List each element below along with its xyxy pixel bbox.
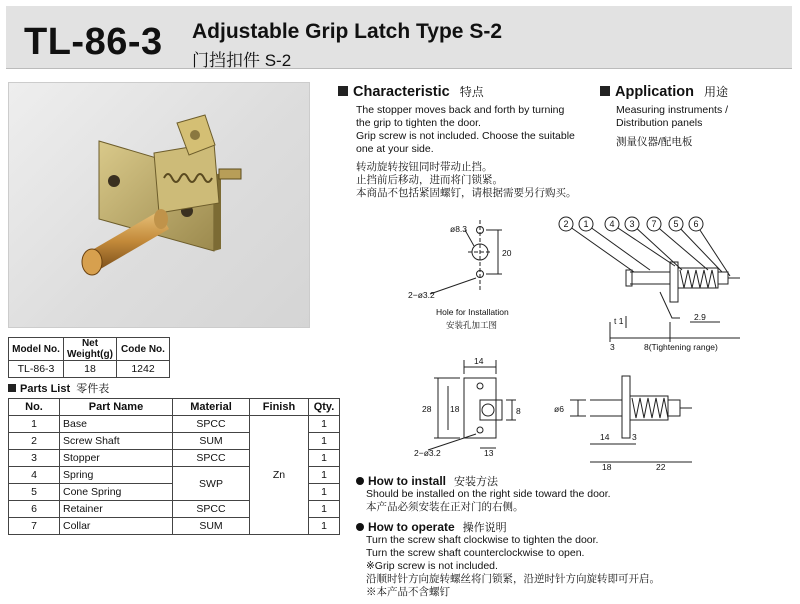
part-qty: 1 [309,450,340,467]
install-title-cn: 安装方法 [454,476,498,488]
callout-label: 2 [563,219,569,229]
part-name: Collar [60,518,173,535]
text-line: Should be installed on the right side toward the door. [366,488,611,500]
parts-header: Part Name [60,399,173,416]
dim-label: 18 [450,404,460,414]
spec-cell-weight: 18 [64,361,117,378]
text-line: ※本产品不含螺钉 [366,586,450,598]
text-line: 止挡前后移动，进而将门锁紧。 [356,174,503,186]
part-material: SUM [173,518,250,535]
text-line: Turn the screw shaft counterclockwise to open. [366,547,585,559]
product-title: Adjustable Grip Latch Type S-2 [192,20,502,43]
dim-label: 14 [474,356,484,366]
part-name: Spring [60,467,173,484]
dim-label: 8(Tightening range) [644,342,718,352]
dim-label: 8 [516,406,521,416]
text-line: 本商品不包括紧固螺钉，请根据需要另行购买。 [356,187,577,199]
parts-table [8,398,340,535]
model-number: TL-86-3 [24,21,163,63]
parts-header-row [9,399,340,416]
part-finish: Zn [250,416,309,535]
text-line: Grip screw is not included. Choose the suitable [356,130,575,142]
operate-title-cn: 操作说明 [462,522,507,534]
dim-label: 28 [422,404,432,414]
part-no: 6 [9,501,60,518]
parts-heading-label: Parts List [20,383,71,395]
part-qty: 1 [309,518,340,535]
dim-label: 22 [656,462,666,472]
part-no: 3 [9,450,60,467]
install-heading [356,473,498,489]
part-no: 7 [9,518,60,535]
spec-table [8,337,170,378]
callout-label: 5 [673,219,679,229]
part-name: Cone Spring [60,484,173,501]
characteristic-title: Characteristic [353,84,450,100]
header-band [6,6,792,69]
characteristic-title-cn: 特点 [459,85,484,99]
text-line: the grip to tighten the door. [356,117,481,129]
part-material: SPCC [173,501,250,518]
application-heading [600,83,728,100]
text-line: Distribution panels [616,117,703,129]
text-line: one at your side. [356,143,434,155]
part-qty: 1 [309,501,340,518]
parts-list-heading [8,380,109,396]
install-text [366,488,786,514]
parts-header: No. [9,399,60,416]
part-no: 2 [9,433,60,450]
part-material: SUM [173,433,250,450]
callout-label: 6 [693,219,699,229]
dim-label: 3 [610,342,615,352]
parts-heading-cn: 零件表 [76,383,110,395]
spec-header-row [9,338,170,361]
dim-label: 2−ø3.2 [414,448,441,458]
part-no: 5 [9,484,60,501]
spec-cell-code: 1242 [117,361,170,378]
dim-label: 18 [602,462,612,472]
round-bullet-icon [356,477,364,485]
part-qty: 1 [309,484,340,501]
text-line: 本产品必须安装在正对门的右侧。 [366,501,524,513]
text-line: Measuring instruments / [616,104,729,116]
square-bullet-icon [600,86,610,96]
dim-label: 14 [600,432,610,442]
spec-header: Net Weight(g) [64,338,117,361]
parts-header: Material [173,399,250,416]
application-title: Application [615,84,694,100]
part-no: 1 [9,416,60,433]
text-line: 测量仪器/配电板 [616,136,693,148]
operate-title: How to operate [368,520,455,534]
part-name: Base [60,416,173,433]
round-bullet-icon [356,523,364,531]
dim-label: 20 [502,248,512,258]
part-name: Retainer [60,501,173,518]
square-bullet-icon [8,384,16,392]
text-line: The stopper moves back and forth by turning [356,104,565,116]
part-name: Screw Shaft [60,433,173,450]
spec-row [9,361,170,378]
callout-label: 3 [629,219,635,229]
part-qty: 1 [309,467,340,484]
product-photo [8,82,310,328]
parts-header: Finish [250,399,309,416]
characteristic-text [356,104,586,200]
text-line: Turn the screw shaft clockwise to tighten the door. [366,534,599,546]
parts-header: Qty. [309,399,340,416]
callout-label: 1 [583,219,589,229]
dim-label: 3 [632,432,637,442]
part-qty: 1 [309,416,340,433]
product-title-cn: 门挡扣件 S-2 [192,51,292,70]
spec-header: Model No. [9,338,64,361]
application-text [616,104,786,149]
part-qty: 1 [309,433,340,450]
part-material: SPCC [173,416,250,433]
table-row [9,416,340,433]
hole-caption-cn: 安装孔加工图 [446,320,498,330]
callout-label: 4 [609,219,615,229]
characteristic-heading [338,83,484,100]
dim-label: ø6 [554,404,564,414]
technical-drawings [330,210,800,472]
square-bullet-icon [338,86,348,96]
dim-label: 13 [484,448,494,458]
install-title: How to install [368,474,446,488]
application-title-cn: 用途 [703,85,728,99]
hole-caption-en: Hole for Installation [436,307,509,317]
dim-label: 2−ø3.2 [408,290,435,300]
part-material: SWP [173,467,250,501]
text-line: 转动旋转按钮同时带动止挡。 [356,161,493,173]
dim-label: 2.9 [694,312,706,322]
operate-text [366,534,786,599]
part-no: 4 [9,467,60,484]
spec-cell-model: TL-86-3 [9,361,64,378]
text-line: 沿顺时针方向旋转螺丝将门锁紧，沿逆时针方向旋转即可开启。 [366,573,660,585]
dim-label: t 1 [614,316,624,326]
dim-label: ø8.3 [450,224,468,234]
operate-heading [356,519,507,535]
callout-label: 7 [651,219,657,229]
text-line: ※Grip screw is not included. [366,560,498,572]
part-name: Stopper [60,450,173,467]
spec-header: Code No. [117,338,170,361]
latch-photo-illustration [9,83,309,327]
part-material: SPCC [173,450,250,467]
